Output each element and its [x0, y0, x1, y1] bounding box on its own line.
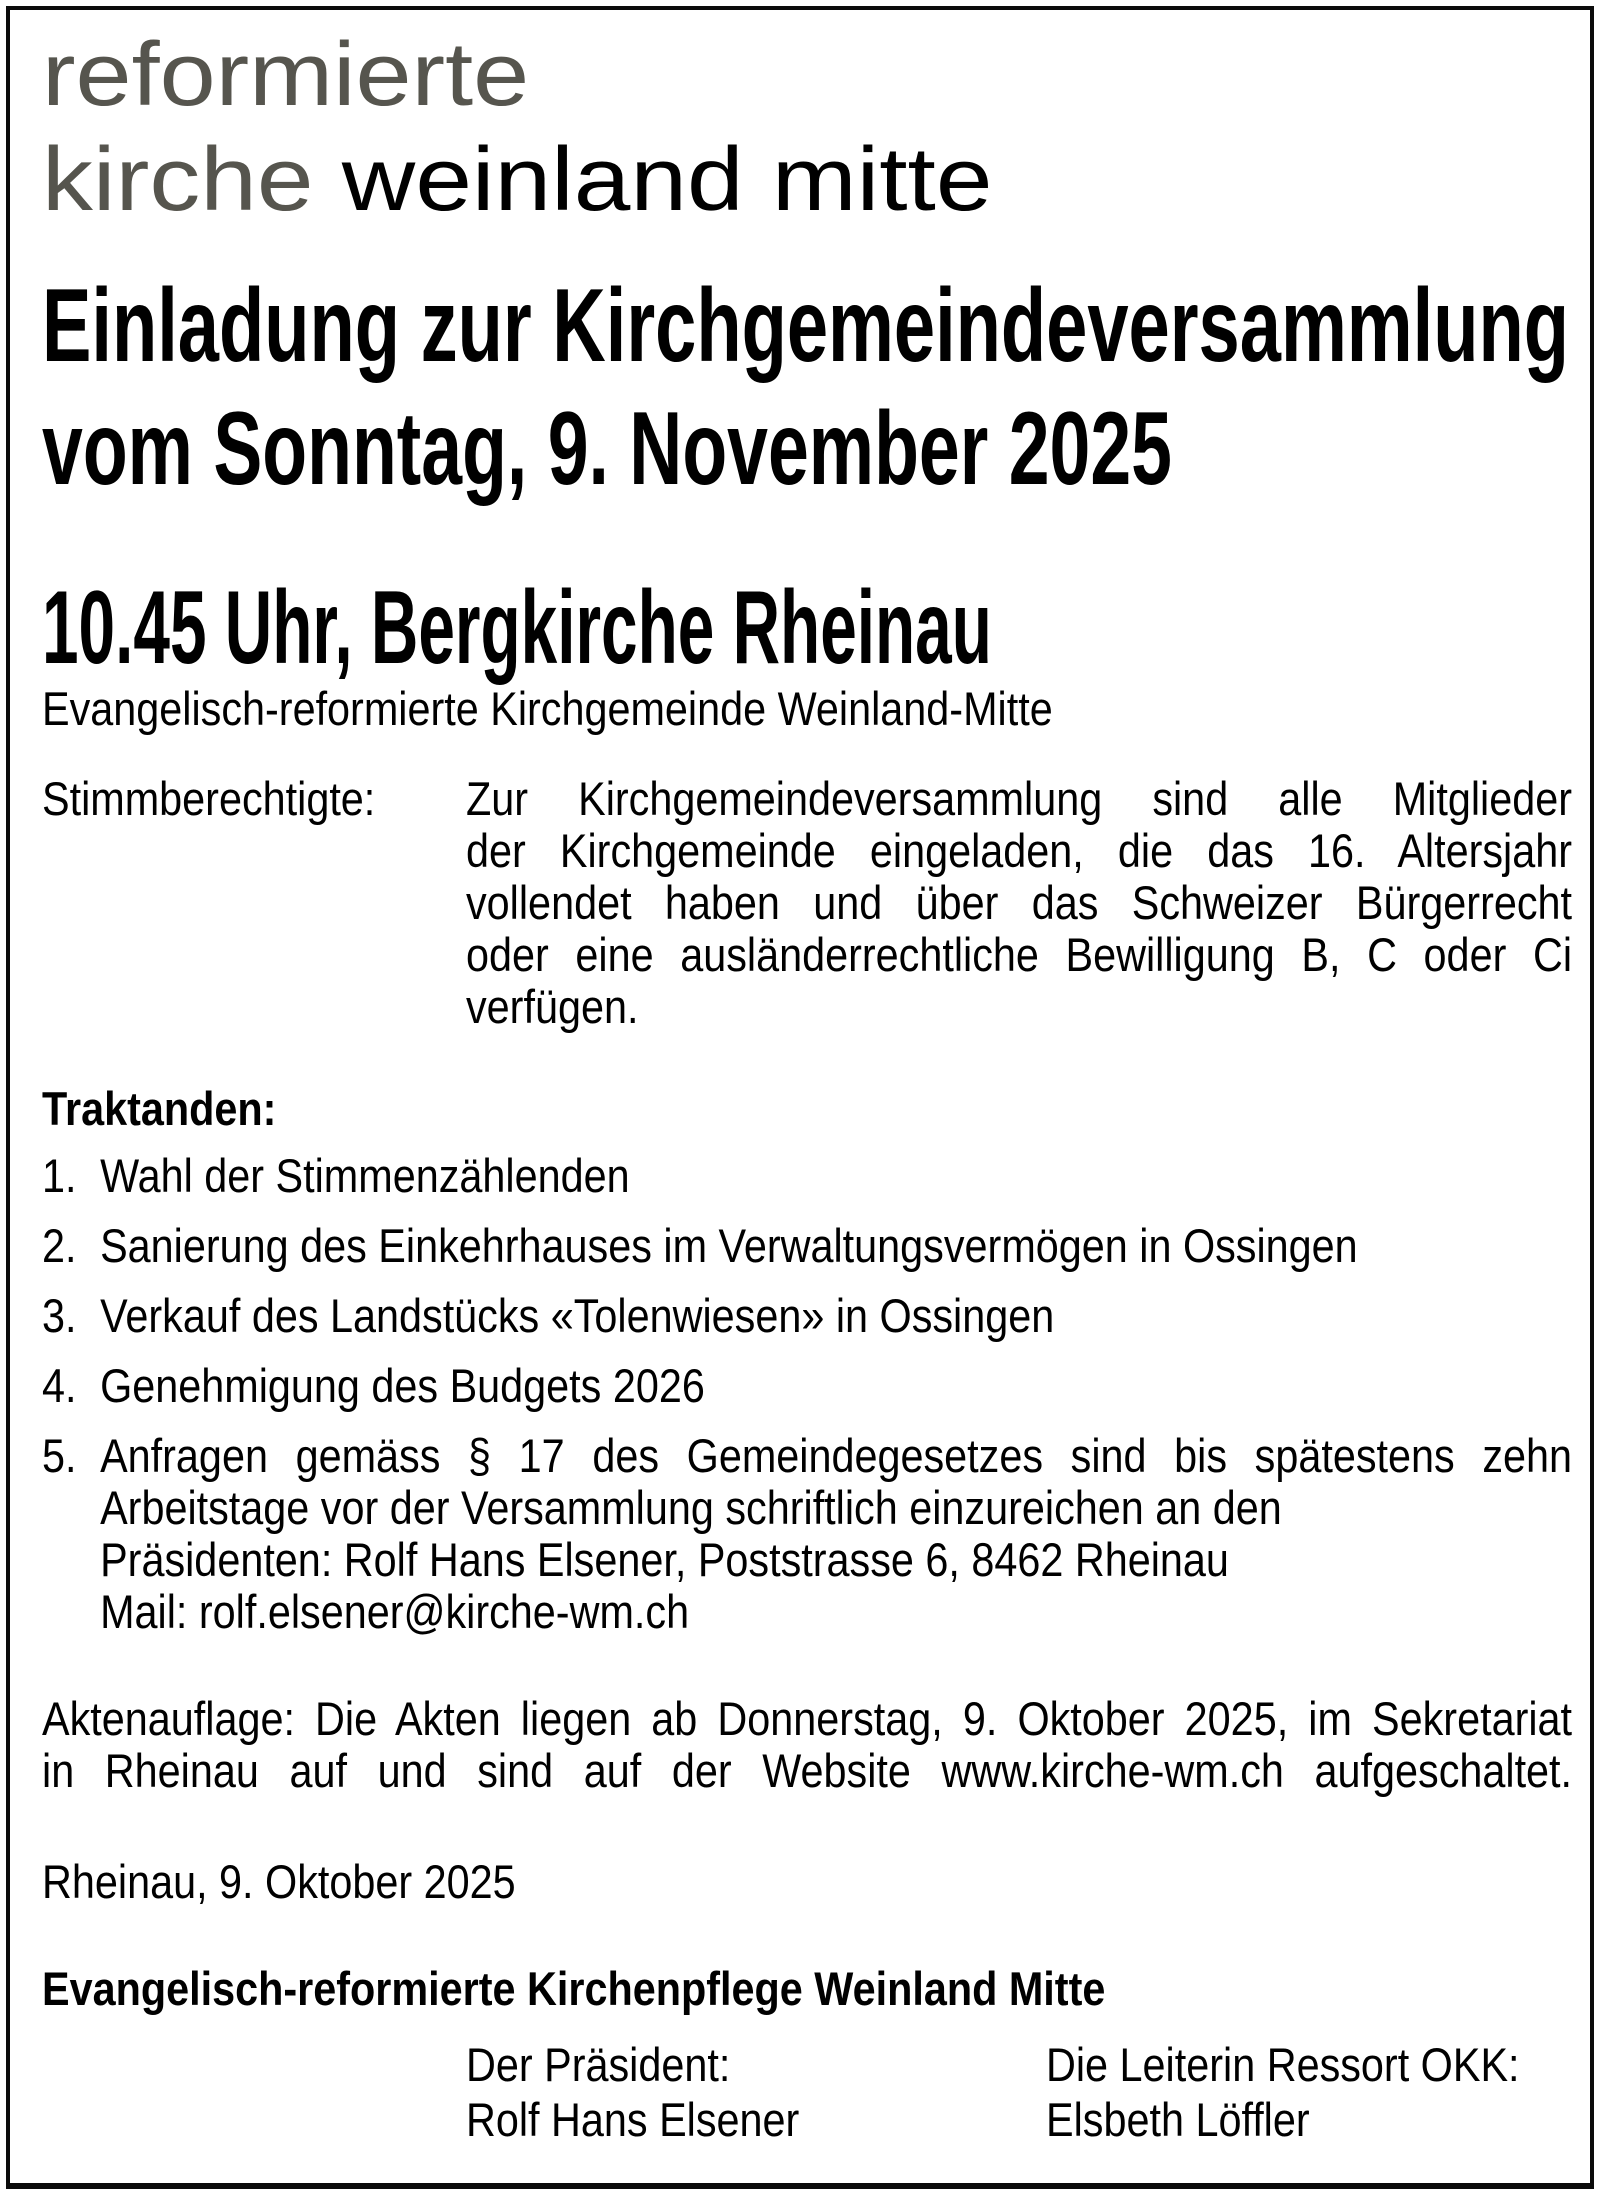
page-title	[42, 265, 1572, 511]
church-logo	[42, 23, 1572, 233]
eligibility-line: verfügen.	[466, 980, 639, 1033]
logo-word-weinland-mitte: weinland mitte	[341, 130, 993, 230]
agenda-item-number: 1.	[42, 1149, 77, 1202]
logo-line-1	[42, 23, 1572, 128]
eligibility-line: vollendet haben und über das Schweizer Bürgerrecht	[466, 876, 1573, 929]
agenda-item-number: 3.	[42, 1289, 77, 1342]
agenda-item-text: Anfragen gemäss § 17 des Gemeindegesetzes sind bis spätestens zehn	[100, 1429, 1573, 1482]
eligibility-line: der Kirchgemeinde eingeladen, die das 16. Altersjahr	[466, 824, 1573, 877]
eligibility-line: oder eine ausländerrechtliche Bewilligung B, C oder Ci	[466, 928, 1573, 981]
agenda-item-1	[42, 1150, 1572, 1202]
agenda-item-text: Präsidenten: Rolf Hans Elsener, Poststrasse 6, 8462 Rheinau	[100, 1533, 1229, 1586]
logo-word-kirche: kirche	[42, 130, 314, 230]
agenda-item-text: Genehmigung des Budgets 2026	[100, 1359, 705, 1412]
agenda-item-4	[42, 1360, 1572, 1412]
agenda-item-number: 4.	[42, 1359, 77, 1412]
subtitle-time-location: 10.45 Uhr, Bergkirche Rheinau	[42, 570, 992, 686]
logo-line-2	[42, 128, 1572, 233]
signature-block	[42, 2037, 1572, 2147]
records-notice-line: in Rheinau auf und sind auf der Website www.kirche-wm.ch aufgeschaltet.	[42, 1744, 1573, 1797]
agenda-item-2	[42, 1220, 1572, 1272]
board-name: Evangelisch-reformierte Kirchenpflege Weinland Mitte	[42, 1962, 1106, 2015]
signature-role-okk: Die Leiterin Ressort OKK:	[1046, 2038, 1520, 2091]
eligibility-block	[42, 773, 1572, 1033]
signature-president	[466, 2037, 1046, 2147]
dateline: Rheinau, 9. Oktober 2025	[42, 1855, 516, 1908]
signature-name-president: Rolf Hans Elsener	[466, 2093, 800, 2146]
signature-name-okk: Elsbeth Löffler	[1046, 2093, 1310, 2146]
intro-parish-line: Evangelisch-reformierte Kirchgemeinde Weinland-Mitte	[42, 682, 1053, 735]
signature-okk-leader	[1046, 2037, 1572, 2147]
title-line-1: Einladung zur Kirchgemeindeversammlung	[42, 268, 1569, 384]
logo-word-reformierte: reformierte	[42, 25, 530, 125]
agenda-heading: Traktanden:	[42, 1082, 277, 1135]
agenda-item-5	[42, 1430, 1572, 1638]
agenda-item-number: 2.	[42, 1219, 77, 1272]
signature-role-president: Der Präsident:	[466, 2038, 731, 2091]
agenda-item-number: 5.	[42, 1429, 77, 1482]
flyer-content	[42, 0, 1572, 2147]
agenda-item-contact-email: Mail: rolf.elsener@kirche-wm.ch	[100, 1585, 690, 1638]
records-notice	[42, 1693, 1572, 1797]
agenda-item-text: Sanierung des Einkehrhauses im Verwaltungsvermögen in Ossingen	[100, 1219, 1358, 1272]
eligibility-label: Stimmberechtigte:	[42, 772, 376, 825]
signature-spacer	[42, 2037, 466, 2147]
eligibility-line: Zur Kirchgemeindeversammlung sind alle Mitglieder	[466, 772, 1573, 825]
eligibility-text	[466, 773, 1572, 1033]
agenda-item-text: Wahl der Stimmenzählenden	[100, 1149, 630, 1202]
title-line-2: vom Sonntag, 9. November 2025	[42, 391, 1172, 507]
agenda-item-text: Arbeitstage vor der Versammlung schriftlich einzureichen an den	[100, 1481, 1282, 1534]
agenda-item-3	[42, 1290, 1572, 1342]
records-notice-line: Aktenauflage: Die Akten liegen ab Donnerstag, 9. Oktober 2025, im Sekretariat	[42, 1692, 1573, 1745]
agenda-item-text: Verkauf des Landstücks «Tolenwiesen» in Ossingen	[100, 1289, 1055, 1342]
